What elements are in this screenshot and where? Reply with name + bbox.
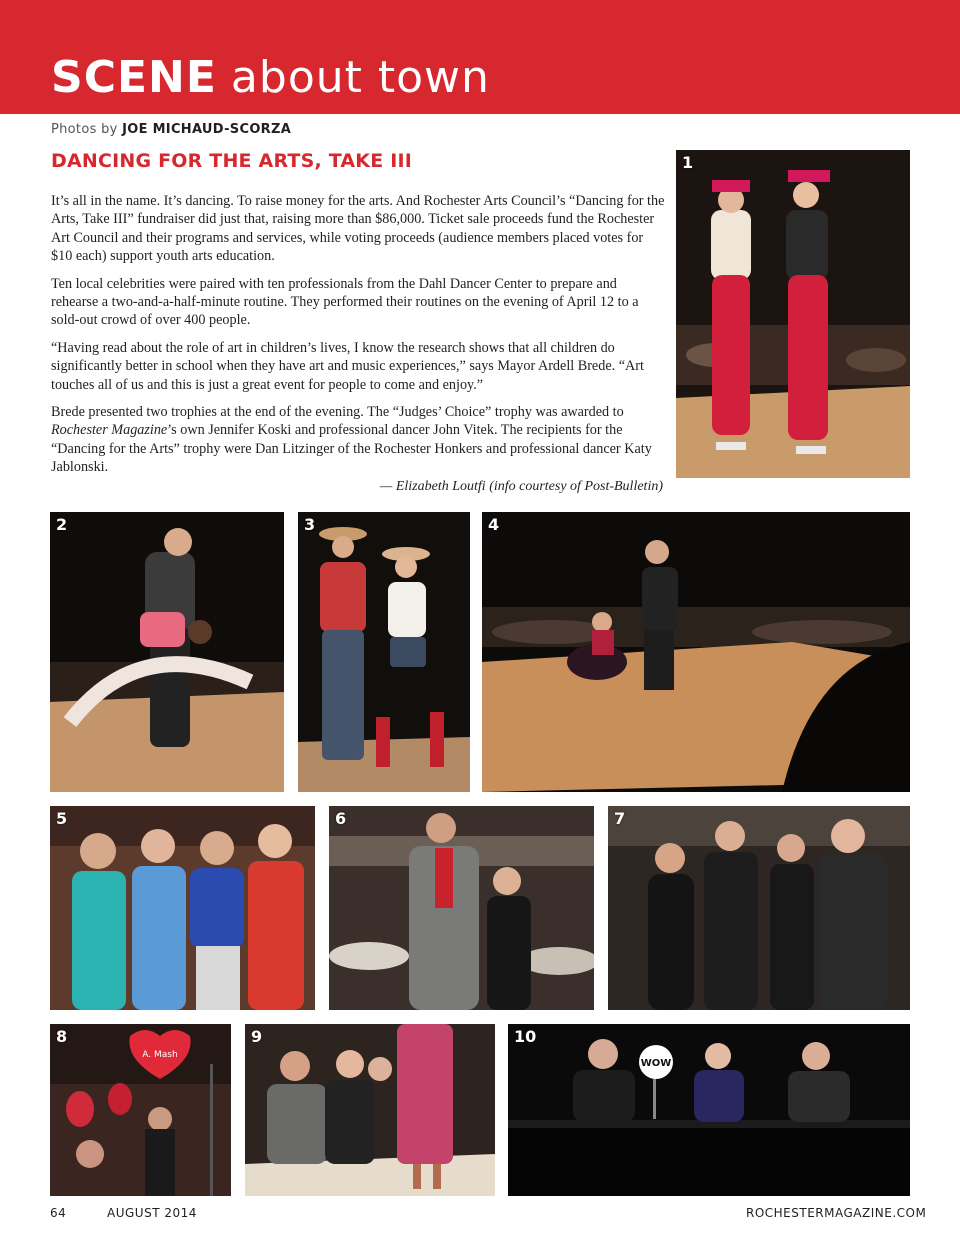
photo-4-image — [482, 512, 910, 792]
photographer-name: JOE MICHAUD-SCORZA — [122, 122, 292, 137]
article-byline: — Elizabeth Loutfi (info courtesy of Post-Bulletin) — [379, 479, 663, 494]
photo-7-group-portrait — [608, 806, 910, 1010]
issue-date: AUGUST 2014 — [107, 1206, 197, 1220]
photo-10-image — [508, 1024, 910, 1196]
photo-3-image — [298, 512, 470, 792]
section-title-bold: SCENE — [51, 52, 217, 103]
photo-number: 8 — [56, 1027, 68, 1046]
article-body — [51, 192, 666, 486]
article-paragraph: Ten local celebrities were paired with ten professionals from the Dahl Dancer Center to prepare and rehearse a two-and-a-half-minute routine. They performed their routines on the evening of April 12 to a sold-out crowd of over 400 people. — [51, 275, 639, 329]
paragraph-text: ’s own Jennifer Koski and professional dancer John Vitek. The recipients for the “Dancing for the Arts” trophy were Dan Litzinger of the Rochester Honkers and professional dancer Katy Jablonski. — [51, 422, 652, 476]
photo-number: 4 — [488, 515, 500, 534]
section-title-light: about town — [230, 52, 490, 103]
magazine-name: Rochester Magazine — [51, 422, 168, 439]
photo-3-cowboy-dancers — [298, 512, 470, 792]
photo-10-judges-table — [508, 1024, 910, 1196]
photo-number: 9 — [251, 1027, 263, 1046]
photo-5-image — [50, 806, 315, 1010]
photo-5-four-women — [50, 806, 315, 1010]
photo-8-image — [50, 1024, 231, 1196]
photo-2-dance-dip — [50, 512, 284, 792]
photo-7-image — [608, 806, 910, 1010]
photo-number: 10 — [514, 1027, 537, 1046]
photo-2-image — [50, 512, 284, 792]
photo-number: 6 — [335, 809, 347, 828]
paragraph-text: Brede presented two trophies at the end of the evening. The “Judges’ Choice” trophy was awarded to — [51, 404, 624, 421]
credit-prefix: Photos by — [51, 122, 118, 137]
photo-credit — [51, 122, 291, 137]
wow-sign-text: WOW — [640, 1058, 672, 1069]
photo-number: 1 — [682, 153, 694, 172]
photo-8-audience-hearts — [50, 1024, 231, 1196]
photo-number: 7 — [614, 809, 626, 828]
header-banner — [0, 0, 960, 114]
article-headline: DANCING FOR THE ARTS, TAKE III — [51, 150, 413, 172]
photo-1-dancers-red-pants — [676, 150, 910, 478]
website-url: ROCHESTERMAGAZINE.COM — [746, 1206, 927, 1220]
page-number: 64 — [50, 1206, 67, 1220]
article-paragraph: It’s all in the name. It’s dancing. To raise money for the arts. And Rochester Arts Council’s “Dancing for the Arts, Take III” fundraiser did just that, raising more than $86,000. Ticket sale proceeds fund the Rochester Art Council and their programs and services, while voting proceeds (audience members placed votes for $10 each) support youth arts education. — [51, 193, 665, 265]
heart-sign-text: A. Mash — [142, 1050, 178, 1060]
photo-number: 5 — [56, 809, 68, 828]
article-paragraph: “Having read about the role of art in children’s lives, I know the research shows that all children do significantly better in school when they have art and music experiences,” says Mayor Ardell Brede. “Art touches all of us and this is just a great event for people to come and enjoy.” — [51, 339, 644, 393]
article-paragraph — [51, 403, 666, 477]
photo-6-image — [329, 806, 594, 1010]
section-title — [51, 50, 490, 106]
photo-6-couple — [329, 806, 594, 1010]
photo-4-ballroom-dance — [482, 512, 910, 792]
photo-number: 3 — [304, 515, 316, 534]
photo-number: 2 — [56, 515, 68, 534]
photo-1-image — [676, 150, 910, 478]
photo-9-audience-laughing — [245, 1024, 495, 1196]
photo-9-image — [245, 1024, 495, 1196]
